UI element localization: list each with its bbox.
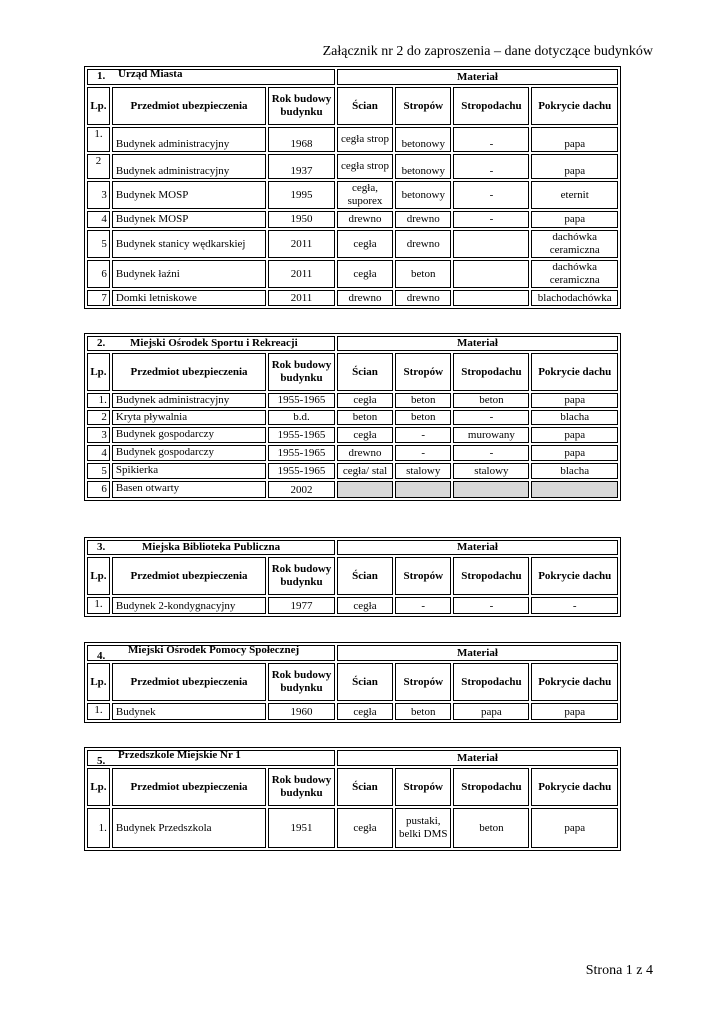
row-lp: 6 <box>87 481 110 498</box>
row-lp: 4 <box>87 445 110 461</box>
row-name: Budynek Przedszkola <box>112 808 266 848</box>
col-stropow: Stropów <box>395 353 451 391</box>
row-stropow: - <box>395 597 451 614</box>
row-rok: 2011 <box>268 290 335 306</box>
section-number: 3. <box>97 541 106 553</box>
table-row <box>87 393 618 408</box>
row-name: Budynek administracyjny <box>112 393 266 408</box>
buildings-table <box>84 747 621 851</box>
row-scian: beton <box>337 410 393 425</box>
table-row <box>87 211 618 228</box>
section-name: Urząd Miasta <box>118 68 183 80</box>
section-header <box>87 645 335 661</box>
row-scian: cegła <box>337 230 393 258</box>
table-row <box>87 260 618 288</box>
row-scian: cegła strop <box>337 154 393 179</box>
col-lp: Lp. <box>87 768 110 806</box>
row-name: Budynek stanicy wędkarskiej <box>112 230 266 258</box>
row-pokrycie: papa <box>531 154 618 179</box>
table-row <box>87 290 618 306</box>
col-przedmiot: Przedmiot ubezpieczenia <box>112 353 266 391</box>
table-row <box>87 703 618 720</box>
row-stropodachu: - <box>453 181 529 209</box>
row-scian: cegła <box>337 427 393 443</box>
section-number: 5. <box>97 755 106 767</box>
row-pokrycie: blachodachówka <box>531 290 618 306</box>
row-lp: 3 <box>87 181 110 209</box>
row-lp: 1. <box>87 597 110 614</box>
row-stropow: pustaki, belki DMS <box>395 808 451 848</box>
material-header: Materiał <box>337 750 618 766</box>
row-lp: 1. <box>87 808 110 848</box>
row-lp: 2 <box>87 154 110 179</box>
col-lp: Lp. <box>87 353 110 391</box>
row-rok: 1955-1965 <box>268 427 335 443</box>
row-name: Basen otwarty <box>112 481 266 498</box>
section-number: 4. <box>97 650 106 662</box>
col-scian: Ścian <box>337 557 393 595</box>
page-number: Strona 1 z 4 <box>585 963 653 978</box>
col-scian: Ścian <box>337 663 393 701</box>
row-stropodachu: murowany <box>453 427 529 443</box>
table-row <box>87 127 618 152</box>
section-przedszkole <box>84 747 621 851</box>
row-pokrycie <box>531 481 618 498</box>
col-scian: Ścian <box>337 768 393 806</box>
row-name: Budynek MOSP <box>112 181 266 209</box>
row-name: Kryta pływalnia <box>112 410 266 425</box>
row-scian: cegła, suporex <box>337 181 393 209</box>
material-header: Materiał <box>337 540 618 555</box>
row-stropodachu <box>453 481 529 498</box>
row-stropodachu: - <box>453 410 529 425</box>
col-stropow: Stropów <box>395 557 451 595</box>
row-lp: 4 <box>87 211 110 228</box>
row-name: Domki letniskowe <box>112 290 266 306</box>
section-mosir <box>84 333 621 501</box>
row-name: Budynek 2-kondygnacyjny <box>112 597 266 614</box>
row-scian: drewno <box>337 290 393 306</box>
col-stropow: Stropów <box>395 87 451 125</box>
buildings-table <box>84 642 621 723</box>
row-scian: cegła <box>337 260 393 288</box>
row-name: Spikierka <box>112 463 266 479</box>
row-stropow: stalowy <box>395 463 451 479</box>
row-stropodachu: - <box>453 211 529 228</box>
row-stropow <box>395 481 451 498</box>
col-stropodachu: Stropodachu <box>453 557 529 595</box>
row-rok: 1995 <box>268 181 335 209</box>
row-stropow: - <box>395 445 451 461</box>
row-stropow: betonowy <box>395 181 451 209</box>
col-rok: Rok budowy budynku <box>268 557 335 595</box>
col-lp: Lp. <box>87 87 110 125</box>
row-stropodachu <box>453 260 529 288</box>
row-rok: 2011 <box>268 230 335 258</box>
row-name: Budynek administracyjny <box>112 154 266 179</box>
section-biblioteka <box>84 537 621 617</box>
document-title: Załącznik nr 2 do zaproszenia – dane dotyczące budynków <box>322 44 653 59</box>
col-scian: Ścian <box>337 87 393 125</box>
col-rok: Rok budowy budynku <box>268 768 335 806</box>
table-row <box>87 181 618 209</box>
row-name: Budynek MOSP <box>112 211 266 228</box>
table-row <box>87 154 618 179</box>
row-stropodachu: - <box>453 597 529 614</box>
row-stropow: beton <box>395 393 451 408</box>
row-rok: b.d. <box>268 410 335 425</box>
row-lp: 5 <box>87 230 110 258</box>
row-name: Budynek gospodarczy <box>112 445 266 461</box>
section-name: Miejska Biblioteka Publiczna <box>142 541 281 553</box>
row-rok: 1937 <box>268 154 335 179</box>
section-mops <box>84 642 621 723</box>
row-stropow: beton <box>395 703 451 720</box>
row-rok: 2011 <box>268 260 335 288</box>
row-pokrycie: papa <box>531 127 618 152</box>
col-stropodachu: Stropodachu <box>453 663 529 701</box>
row-stropodachu <box>453 230 529 258</box>
row-pokrycie: papa <box>531 808 618 848</box>
row-pokrycie: papa <box>531 703 618 720</box>
row-stropow: beton <box>395 260 451 288</box>
row-rok: 1950 <box>268 211 335 228</box>
row-name: Budynek <box>112 703 266 720</box>
section-name: Miejski Ośrodek Pomocy Społecznej <box>128 644 300 656</box>
row-pokrycie: papa <box>531 427 618 443</box>
col-rok: Rok budowy budynku <box>268 663 335 701</box>
row-lp: 3 <box>87 427 110 443</box>
table-row <box>87 597 618 614</box>
section-header <box>87 750 335 766</box>
row-stropow: beton <box>395 410 451 425</box>
material-header: Materiał <box>337 69 618 85</box>
row-rok: 1968 <box>268 127 335 152</box>
row-rok: 1951 <box>268 808 335 848</box>
section-name: Przedszkole Miejskie Nr 1 <box>118 749 241 761</box>
row-lp: 7 <box>87 290 110 306</box>
row-pokrycie: papa <box>531 211 618 228</box>
table-row <box>87 410 618 425</box>
buildings-table <box>84 333 621 501</box>
buildings-table <box>84 66 621 309</box>
section-name: Miejski Ośrodek Sportu i Rekreacji <box>130 337 298 349</box>
row-pokrycie: dachówka ceramiczna <box>531 230 618 258</box>
row-pokrycie: papa <box>531 393 618 408</box>
section-header <box>87 540 335 555</box>
row-rok: 1977 <box>268 597 335 614</box>
col-przedmiot: Przedmiot ubezpieczenia <box>112 663 266 701</box>
row-pokrycie: eternit <box>531 181 618 209</box>
section-number: 1. <box>97 70 106 82</box>
row-rok: 1955-1965 <box>268 445 335 461</box>
row-stropodachu <box>453 290 529 306</box>
row-lp: 5 <box>87 463 110 479</box>
row-stropow: drewno <box>395 211 451 228</box>
table-row <box>87 463 618 479</box>
row-stropow: betonowy <box>395 154 451 179</box>
col-przedmiot: Przedmiot ubezpieczenia <box>112 87 266 125</box>
row-rok: 2002 <box>268 481 335 498</box>
row-stropow: betonowy <box>395 127 451 152</box>
col-stropodachu: Stropodachu <box>453 87 529 125</box>
row-scian: cegła strop <box>337 127 393 152</box>
row-scian: cegła <box>337 703 393 720</box>
col-pokrycie: Pokrycie dachu <box>531 768 618 806</box>
table-row <box>87 445 618 461</box>
row-pokrycie: blacha <box>531 463 618 479</box>
col-lp: Lp. <box>87 557 110 595</box>
row-lp: 6 <box>87 260 110 288</box>
col-pokrycie: Pokrycie dachu <box>531 663 618 701</box>
row-stropodachu: - <box>453 127 529 152</box>
table-row <box>87 808 618 848</box>
row-pokrycie: papa <box>531 445 618 461</box>
table-row <box>87 427 618 443</box>
section-header <box>87 69 335 85</box>
row-scian: drewno <box>337 211 393 228</box>
row-lp: 2 <box>87 410 110 425</box>
row-stropodachu: - <box>453 154 529 179</box>
row-rok: 1955-1965 <box>268 393 335 408</box>
row-name: Budynek administracyjny <box>112 127 266 152</box>
col-stropodachu: Stropodachu <box>453 768 529 806</box>
row-stropodachu: papa <box>453 703 529 720</box>
section-header <box>87 336 335 351</box>
row-scian <box>337 481 393 498</box>
col-rok: Rok budowy budynku <box>268 353 335 391</box>
row-scian: cegła/ stal <box>337 463 393 479</box>
row-lp: 1. <box>87 703 110 720</box>
row-stropodachu: stalowy <box>453 463 529 479</box>
material-header: Materiał <box>337 336 618 351</box>
col-stropodachu: Stropodachu <box>453 353 529 391</box>
col-rok: Rok budowy budynku <box>268 87 335 125</box>
row-stropow: - <box>395 427 451 443</box>
col-stropow: Stropów <box>395 768 451 806</box>
row-scian: drewno <box>337 445 393 461</box>
row-lp: 1. <box>87 393 110 408</box>
table-row <box>87 481 618 498</box>
row-pokrycie: dachówka ceramiczna <box>531 260 618 288</box>
row-pokrycie: blacha <box>531 410 618 425</box>
col-przedmiot: Przedmiot ubezpieczenia <box>112 768 266 806</box>
row-rok: 1960 <box>268 703 335 720</box>
row-rok: 1955-1965 <box>268 463 335 479</box>
row-lp: 1. <box>87 127 110 152</box>
table-row <box>87 230 618 258</box>
col-przedmiot: Przedmiot ubezpieczenia <box>112 557 266 595</box>
col-scian: Ścian <box>337 353 393 391</box>
col-lp: Lp. <box>87 663 110 701</box>
col-pokrycie: Pokrycie dachu <box>531 87 618 125</box>
row-stropow: drewno <box>395 290 451 306</box>
row-stropodachu: beton <box>453 393 529 408</box>
row-stropow: drewno <box>395 230 451 258</box>
section-number: 2. <box>97 337 106 349</box>
row-name: Budynek gospodarczy <box>112 427 266 443</box>
row-pokrycie: - <box>531 597 618 614</box>
material-header: Materiał <box>337 645 618 661</box>
row-scian: cegła <box>337 393 393 408</box>
row-name: Budynek łaźni <box>112 260 266 288</box>
buildings-table <box>84 537 621 617</box>
row-stropodachu: - <box>453 445 529 461</box>
row-scian: cegła <box>337 597 393 614</box>
col-stropow: Stropów <box>395 663 451 701</box>
row-stropodachu: beton <box>453 808 529 848</box>
col-pokrycie: Pokrycie dachu <box>531 353 618 391</box>
section-urzad-miasta <box>84 66 621 309</box>
col-pokrycie: Pokrycie dachu <box>531 557 618 595</box>
row-scian: cegła <box>337 808 393 848</box>
